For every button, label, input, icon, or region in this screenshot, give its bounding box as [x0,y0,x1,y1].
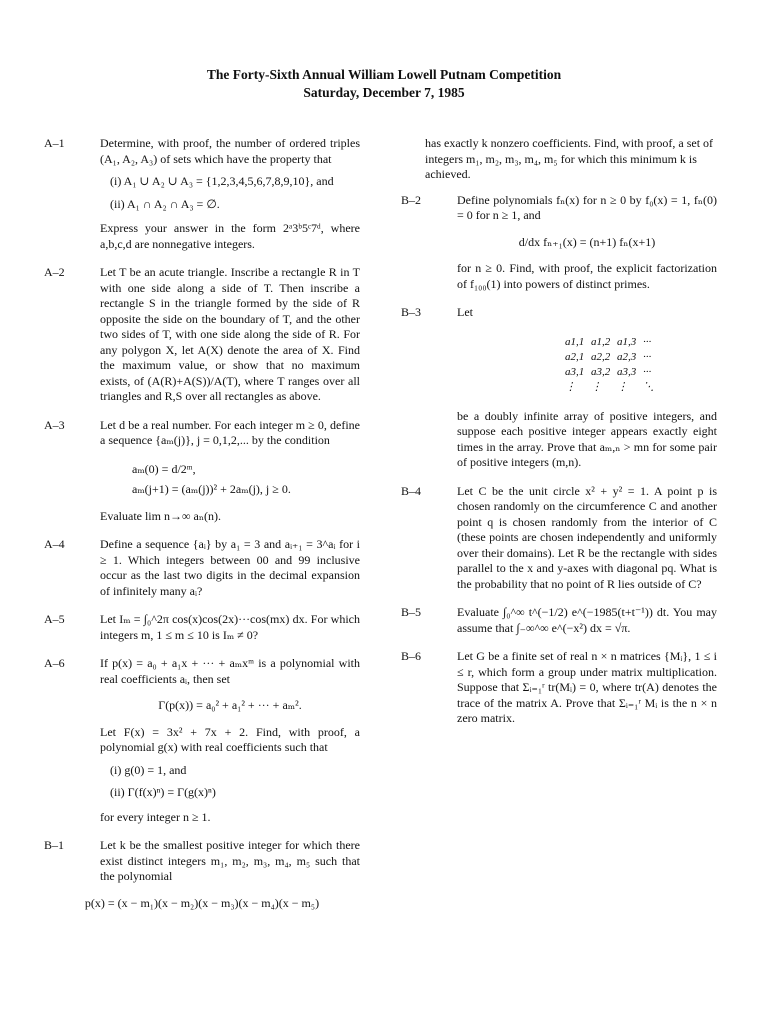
problem-text: Let F(x) = 3x² + 7x + 2. Find, with proof, a polynomial g(x) with real coefficients such that [100,724,360,754]
array-row: a3,1 a3,2 a3,3 ··· [565,365,652,378]
problem-text: Let Iₘ = ∫₀^2π cos(x)cos(2x)···cos(mx) dx. For which integers m, 1 ≤ m ≤ 10 is Iₘ ≠ 0? [100,612,360,642]
problem-b1 [44,838,360,911]
problem-text: for n ≥ 0. Find, with proof, the explicit factorization of f₁₀₀(1) into powers of distinct primes. [457,261,717,291]
array-row: ⋮ ⋮ ⋮ ⋱ [565,380,654,393]
condition-item: (ii) Γ(f(x)ⁿ) = Γ(g(x)ⁿ) [110,785,216,799]
problem-b1-continuation: has exactly k nonzero coefficients. Find, with proof, a set of integers m₁, m₂, m₃, m₄, m₅ for which this minimum k is achieved. [425,136,714,181]
problem-text: Let C be the unit circle x² + y² = 1. A point p is chosen randomly on the circumference C and another point q is chosen randomly from the interior of C (these points are chosen independently and uniformly over their domains). Let R be the rectangle with sides parallel to the x and y-axes with diagonal pq. What is the probability that no point of R lies outside of C? [457,483,717,591]
problem-b5 [401,605,717,636]
problem-label: A–5 [44,612,65,626]
condition-item: (i) A₁ ∪ A₂ ∪ A₃ = {1,2,3,4,5,6,7,8,9,10}, and [110,174,334,188]
left-column [44,136,360,924]
equation: aₘ(j+1) = (aₘ(j))² + 2aₘ(j), j ≥ 0. [132,481,291,496]
problem-text: Evaluate ∫₀^∞ t^(−1/2) e^(−1985(t+t⁻¹)) dt. You may assume that ∫₋∞^∞ e^(−x²) dx = √π. [457,605,717,635]
problem-b6 [401,649,717,727]
problem-label: B–2 [401,192,422,207]
problem-a1 [44,136,360,252]
infinite-array [565,335,717,395]
problem-label: B–3 [401,305,422,319]
condition-item: (i) g(0) = 1, and [110,762,187,777]
equation: Γ(p(x)) = a₀² + a₁² + ··· + aₘ². [158,698,302,712]
equation: p(x) = (x − m₁)(x − m₂)(x − m₃)(x − m₄)(x − m₅) [84,895,320,910]
array-row: a2,1 a2,2 a2,3 ··· [565,350,652,363]
problem-text: Determine, with proof, the number of ordered triples (A₁, A₂, A₃) of sets which have the property that [100,136,360,166]
problem-a5 [44,612,360,643]
problem-label: B–4 [401,483,422,498]
problem-b2 [401,193,717,293]
right-column [401,136,717,740]
problem-a4 [44,537,360,599]
equation-block [132,459,360,499]
problem-b3 [401,305,717,471]
problem-a3 [44,418,360,525]
equation: aₘ(0) = d/2ᵐ, [132,461,196,476]
problem-label: A–6 [44,656,65,670]
problem-text: Evaluate lim n→∞ aₙ(n). [100,508,222,523]
problem-text: Let d be a real number. For each integer m ≥ 0, define a sequence {aₘ(j)}, j = 0,1,2,... by the condition [100,417,360,447]
problem-label: B–1 [44,838,65,852]
problem-text: Define a sequence {aᵢ} by a₁ = 3 and aᵢ₊₁ = 3^aᵢ for i ≥ 1. Which integers between 00 and 99 inclusive occur as the last two digits in the decimal expansion of infinitely many aᵢ? [100,537,360,598]
problem-label: B–6 [401,649,422,663]
problem-a6 [44,656,360,825]
array-row: a1,1 a1,2 a1,3 ··· [565,335,652,348]
problem-text: Let [457,305,473,319]
problem-text: Let G be a finite set of real n × n matrices {Mᵢ}, 1 ≤ i ≤ r, which form a group under matrix multiplication. Suppose that Σᵢ₌₁ʳ tr(Mᵢ) = 0, where tr(A) denotes the trace of the matrix A. Prove that Σᵢ₌₁ʳ Mᵢ is the n × n zero matrix. [457,649,717,725]
problem-label: A–1 [44,136,65,150]
document-date: Saturday, December 7, 1985 [303,85,465,100]
problem-label: A–4 [44,537,65,551]
problem-text: be a doubly infinite array of positive integers, and suppose each positive integer appears exactly eight times in the array. Prove that aₘ,ₙ > mn for some pair of positive integers (m,n). [457,408,717,469]
problem-text: Let k be the smallest positive integer for which there exist distinct integers m₁, m₂, m₃, m₄, m₅ such that the polynomial [100,838,360,883]
problem-label: A–3 [44,417,65,432]
problem-text: Let T be an acute triangle. Inscribe a rectangle R in T with one side along a side of T. Then inscribe a rectangle S in the triangle formed by the side of R opposite the side on the boundary of T, and the other two sides of T, with one side along the side of R. For any polygon X, let A(X) denote the area of X. Find the maximum value, or show that no maximum exists, of (A(R)+A(S))/A(T), where T ranges over all triangles and R,S over all rectangles as above. [100,265,360,403]
problem-label: A–2 [44,265,65,279]
document-header [0,66,768,102]
equation: d/dx fₙ₊₁(x) = (n+1) fₙ(x+1) [518,234,656,249]
problem-label: B–5 [401,605,422,619]
problem-text: Express your answer in the form 2ᵃ3ᵇ5ᶜ7ᵈ, where a,b,c,d are nonnegative integers. [100,221,360,251]
problem-a2 [44,265,360,405]
problem-b4 [401,484,717,593]
problem-text: Define polynomials fₙ(x) for n ≥ 0 by f₀(x) = 1, fₙ(0) = 0 for n ≥ 1, and [457,192,717,222]
problem-text: for every integer n ≥ 1. [100,809,211,824]
condition-item: (ii) A₁ ∩ A₂ ∩ A₃ = ∅. [110,196,220,211]
document-title: The Forty-Sixth Annual William Lowell Putnam Competition [206,67,562,82]
problem-text: If p(x) = a₀ + a₁x + ··· + aₘxᵐ is a polynomial with real coefficients aᵢ, then set [100,656,360,686]
